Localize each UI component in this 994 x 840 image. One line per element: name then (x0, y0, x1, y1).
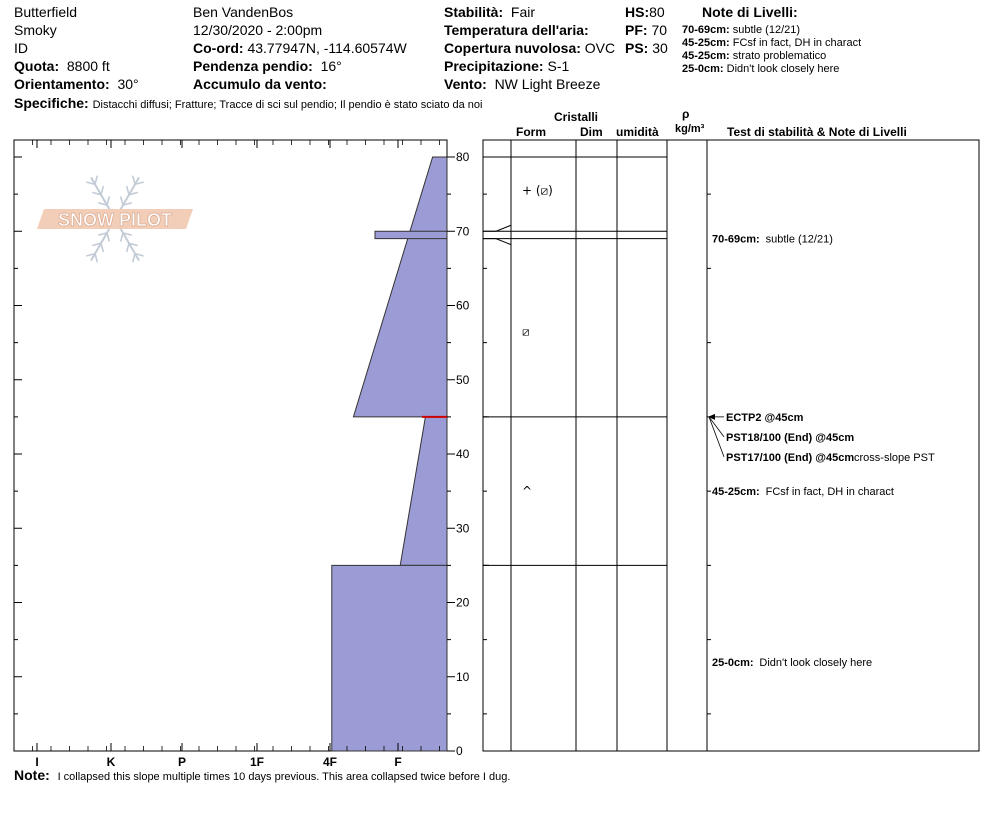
hardness-label: 4F (322, 755, 338, 769)
layer-note-text: subtle (12/21) (729, 24, 801, 36)
hardness-plot (14, 140, 470, 769)
layer-note-range: 70-69cm: (682, 24, 730, 36)
ps-value: 30 (652, 40, 668, 56)
depth-label: 10 (456, 669, 470, 684)
pf-label: PF: (625, 22, 648, 38)
precip-value: S-1 (547, 58, 570, 74)
depth-label: 0 (456, 744, 463, 758)
datetime: 12/30/2020 - 2:00pm (193, 22, 323, 38)
layer-note-range: 25-0cm: (712, 656, 754, 669)
snowflake-branch (133, 176, 135, 185)
snowflake-branch (95, 254, 97, 263)
slope-label: Pendenza pendio: (193, 58, 313, 74)
elevation-label: Quota: (14, 58, 60, 74)
layer-note-text: Didn't look closely here (723, 63, 840, 75)
depth-label: 50 (456, 372, 470, 387)
stability-test-extra: cross-slope PST (854, 451, 935, 464)
wind-loading-label: Accumulo da vento: (193, 76, 327, 92)
slope-value: 16° (320, 58, 342, 74)
layer-table (483, 140, 979, 751)
layer-connector (483, 239, 511, 245)
snowflake-branch (133, 254, 135, 263)
stability-test-label: PST17/100 (End) @45cm (726, 451, 855, 464)
crystals-title: Cristalli (554, 110, 599, 124)
pf-value: 70 (651, 22, 668, 38)
depth-label: 80 (456, 150, 470, 164)
layer-note-text: FCsf in fact, DH in charact (765, 486, 894, 499)
snowflake-branch (101, 243, 103, 252)
footer-note (14, 766, 510, 784)
hardness-label: I (35, 755, 39, 769)
test-arrow-line (709, 417, 724, 457)
snowflake-branch (107, 196, 109, 205)
id-label: ID (14, 40, 28, 56)
aspect-label: Orientamento: (14, 76, 110, 92)
snowflake-branch (121, 196, 123, 205)
snowflake-branch (101, 186, 103, 195)
moisture-header: umidità (616, 125, 659, 139)
coord-label: Co-ord: (193, 40, 244, 56)
sky-value: OVC (584, 40, 616, 56)
grain-form-symbol: ^ (522, 484, 533, 499)
depth-label: 20 (456, 595, 470, 610)
test-arrow-line (709, 417, 724, 437)
hs-value: 80 (649, 4, 665, 20)
hardness-layer (332, 565, 447, 751)
logo-text: SNOW PILOT (58, 210, 172, 230)
layer-note-text: strato problematico (729, 50, 827, 62)
tests-notes-header: Test di stabilità & Note di Livelli (727, 125, 907, 139)
hs-label: HS: (625, 4, 650, 20)
ps-label: PS: (625, 40, 649, 56)
snowpilot-logo (37, 176, 193, 263)
footer-note-label: Note: (14, 767, 50, 783)
layer-note-range: 25-0cm: (682, 63, 724, 75)
layer-note-range: 45-25cm: (682, 50, 730, 62)
layer-note-range: 70-69cm: (712, 233, 760, 246)
form-header: Form (516, 125, 546, 139)
snowflake-branch (127, 243, 129, 252)
specifics-label: Specifiche: (14, 95, 89, 111)
grain-form-symbol: + (⧄) (522, 183, 553, 198)
coord-value: 43.77947N, -114.60574W (247, 40, 407, 56)
wind-label: Vento: (444, 76, 487, 92)
depth-label: 30 (456, 521, 470, 536)
density-symbol: ρ (682, 107, 690, 121)
observer: Ben VandenBos (193, 4, 294, 20)
layer-note-text: subtle (12/21) (765, 233, 833, 246)
location: Butterfield (14, 4, 78, 20)
aspect-value: 30° (117, 76, 139, 92)
air-temp-label: Temperatura dell'aria: (444, 22, 589, 38)
stability-value: Fair (510, 4, 536, 20)
hardness-label: F (394, 755, 402, 769)
snowflake-branch (121, 233, 123, 242)
hardness-label: 1F (249, 755, 265, 769)
hardness-label: P (177, 755, 187, 769)
stability-test-label: PST18/100 (End) @45cm (726, 431, 855, 444)
hardness-layer (375, 231, 447, 238)
range: Smoky (14, 22, 57, 38)
depth-label: 60 (456, 298, 470, 313)
depth-label: 70 (456, 224, 470, 239)
stability-label: Stabilità: (444, 4, 504, 20)
layer-note-range: 45-25cm: (682, 37, 730, 49)
grain-form-symbol: ⧄ (522, 324, 530, 339)
layer-connector (483, 225, 511, 231)
snowflake-branch (107, 233, 109, 242)
depth-label: 40 (456, 447, 470, 461)
snowflake-branch (127, 186, 129, 195)
wind-value: NW Light Breeze (494, 76, 601, 92)
sky-label: Copertura nuvolosa: (444, 40, 581, 56)
layer-note-text: Didn't look closely here (759, 656, 873, 669)
layer-notes-title-text: Note di Livelli: (702, 4, 798, 20)
layer-note-text: FCsf in fact, DH in charact (729, 37, 862, 49)
footer-note-text: I collapsed this slope multiple times 10 days previous. This area collapsed twice before I dug. (57, 771, 511, 783)
stability-test-label: ECTP2 @45cm (726, 411, 804, 424)
layer-note-range: 45-25cm: (712, 486, 760, 499)
specifics-value: Distacchi diffusi; Fratture; Tracce di sci sul pendio; Il pendio è stato sciato da noi (92, 99, 483, 111)
hardness-layer (353, 157, 447, 417)
density-unit: kg/m³ (675, 123, 705, 135)
size-header: Dim (580, 125, 603, 139)
hardness-label: K (106, 755, 116, 769)
precip-label: Precipitazione: (444, 58, 544, 74)
snowflake-branch (95, 176, 97, 185)
hardness-layer (400, 417, 447, 566)
elevation-value: 8800 ft (66, 58, 110, 74)
test-arrowhead (708, 414, 715, 420)
